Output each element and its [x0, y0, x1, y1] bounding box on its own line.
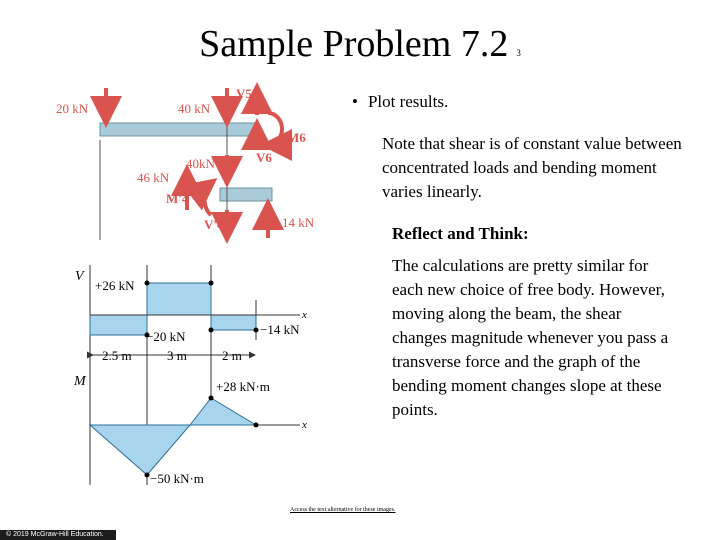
moment-point-min — [145, 473, 150, 478]
copyright-footer: © 2019 McGraw-Hill Education. — [0, 530, 116, 540]
label-46kn: 46 kN — [137, 170, 170, 185]
moment-region-negative — [90, 425, 190, 475]
shear-region-1 — [90, 315, 147, 335]
label-40kn-lower: 40kN — [186, 156, 215, 171]
shear-region-3 — [211, 315, 256, 330]
moment-value-minus50: −50 kN·m — [150, 471, 204, 486]
label-20kn: 20 kN — [56, 101, 89, 116]
moment-value-plus28: +28 kN·m — [216, 379, 270, 394]
label-m4: M'4 — [166, 191, 189, 206]
label-40kn: 40 kN — [178, 101, 211, 116]
text-alternative-link[interactable]: Access the text alternative for these images. — [290, 507, 396, 513]
shear-value-minus20: −20 kN — [146, 329, 186, 344]
shear-value-plus26: +26 kN — [95, 278, 135, 293]
bullet-dot: • — [352, 92, 358, 111]
shear-point-5 — [254, 328, 259, 333]
title-text: Sample Problem 7.2 — [199, 23, 509, 65]
reflect-heading: Reflect and Think: — [392, 224, 529, 243]
reflect-body: The calculations are pretty similar for each new choice of free body. However, moving along the beam, the shear changes magnitude whenever you pass a transverse force and the graph of the bending moment changes slope at these points. — [392, 256, 669, 419]
shear-moment-diagrams — [0, 0, 330, 500]
bullet-plot-results — [352, 92, 448, 112]
slide-number: 3 — [516, 48, 521, 58]
span-3m: 3 m — [167, 348, 187, 363]
label-v6: V6 — [256, 150, 272, 165]
shear-region-2 — [147, 283, 211, 315]
shear-value-minus14: −14 kN — [260, 322, 300, 337]
moment-region-positive — [190, 398, 256, 425]
label-m6: M6 — [287, 130, 306, 145]
bullet-text: Plot results. — [367, 92, 449, 111]
label-v4: V'4 — [204, 217, 224, 232]
note-paragraph: Note that shear is of constant value between concentrated loads and bending moment varies linearly. — [382, 134, 682, 201]
moment-point-end — [254, 423, 259, 428]
span-2m: 2 m — [222, 348, 242, 363]
shear-point-2 — [209, 281, 214, 286]
moment-axis-label: M — [74, 374, 86, 389]
shear-point-1 — [145, 281, 150, 286]
label-v5: V5 — [236, 86, 252, 101]
label-14kn: 14 kN — [282, 215, 315, 230]
shear-axis-label: V — [75, 269, 84, 284]
moment-x-label: x — [302, 419, 307, 431]
shear-point-4 — [209, 328, 214, 333]
moment-point-max — [209, 396, 214, 401]
shear-x-label: x — [302, 309, 307, 321]
span-2-5m: 2.5 m — [102, 348, 132, 363]
